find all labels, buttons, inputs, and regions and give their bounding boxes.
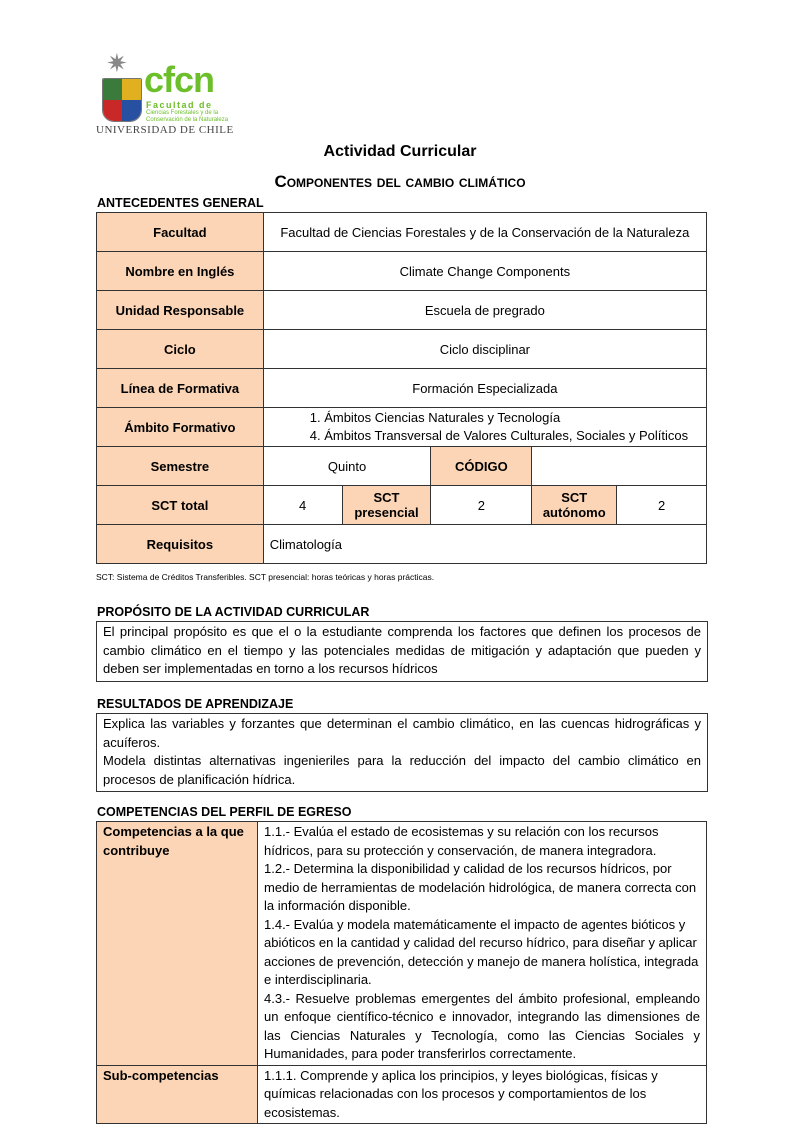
section-heading-competencias: COMPETENCIAS DEL PERFIL DE EGRESO [97, 805, 352, 819]
competencias-list [258, 822, 707, 1066]
sct-autonomo-value: 2 [617, 486, 707, 525]
competencia-item: 1.2.- Determina la disponibilidad y calidad de los recursos hídricos, por medio de herramientas de modelación hidrológica, de manera correcta con la información disponible. [264, 861, 697, 913]
competencias-label: Competencias a la que contribuye [97, 822, 258, 1066]
table-row [97, 447, 707, 486]
requisitos-value: Climatología [263, 525, 706, 564]
sct-total-value: 4 [263, 486, 342, 525]
competencia-item: 1.4.- Evalúa y modela matemáticamente el impacto de agentes bióticos y abióticos en la cantidad y calidad del recurso hídrico, para diseñar y aplicar acciones de prevención, detección y manejo de manera holística, integrada e interdisciplinaria. [264, 916, 699, 987]
star-emblem-icon: ✷ [106, 48, 128, 78]
section-heading-resultados: RESULTADOS DE APRENDIZAJE [97, 697, 294, 711]
row-label: Semestre [97, 447, 264, 486]
resultados-box [96, 713, 708, 792]
codigo-label: CÓDIGO [431, 447, 532, 486]
resultado-item: Modela distintas alternativas ingenieriles para la reducción del impacto del cambio climático en procesos de planificación hídrica. [103, 753, 701, 787]
competencia-item: 4.3.- Resuelve problemas emergentes del ámbito profesional, empleando un enfoque científico-técnico e innovador, integrando las dimensiones de las Ciencias Naturales y Tecnología, como las Ciencias Sociales y Humanidades, para poder transferirlos correctamente. [264, 990, 700, 1061]
label-line: autónomo [542, 505, 606, 520]
table-row [97, 291, 707, 330]
coat-of-arms-icon [102, 78, 142, 122]
sub-competencia-item: 1.1.1. Comprende y aplica los principios, y leyes biológicas, físicas y químicas relacionadas con los procesos y comportamientos de los ecosistemas. [264, 1067, 658, 1120]
row-label: SCT total [97, 486, 264, 525]
resultado-item: Explica las variables y forzantes que determinan el cambio climático, en las cuencas hidrográficas y acuíferos. [103, 716, 701, 750]
table-row [97, 525, 707, 564]
general-info-table [96, 212, 707, 564]
codigo-value [532, 447, 707, 486]
logo-acronym: cfcn [144, 59, 215, 100]
row-label: Facultad [97, 213, 264, 252]
table-row [97, 408, 707, 447]
document-title: Actividad Curricular [323, 143, 477, 160]
row-label: Nombre en Inglés [97, 252, 264, 291]
row-value: Escuela de pregrado [263, 291, 706, 330]
table-row [97, 330, 707, 369]
sct-presencial-label [342, 486, 431, 525]
label-line: SCT [561, 490, 588, 505]
row-value: Climate Change Components [263, 252, 706, 291]
row-value: Formación Especializada [263, 369, 706, 408]
proposito-text: El principal propósito es que el o la estudiante comprenda los factores que definen los procesos de cambio climático en el tiempo y las potenciales medidas de mitigación y adaptación que pueden y deben ser implementadas en torno a los recursos hídricos [96, 621, 708, 682]
row-label: Línea de Formativa [97, 369, 264, 408]
row-label: Ámbito Formativo [97, 408, 264, 447]
table-row [97, 213, 707, 252]
label-line: presencial [354, 505, 419, 520]
label-line: SCT [373, 490, 400, 505]
sct-autonomo-label [532, 486, 617, 525]
row-value: Ciclo disciplinar [263, 330, 706, 369]
sct-presencial-value: 2 [431, 486, 532, 525]
table-row [97, 822, 707, 1066]
competencias-table [96, 821, 707, 1124]
table-row [97, 1065, 707, 1124]
ambito-item: 4. Ámbitos Transversal de Valores Culturales, Sociales y Políticos [309, 428, 689, 443]
row-value: Facultad de Ciencias Forestales y de la Conservación de la Naturaleza [263, 213, 706, 252]
logo-faculty-line1: Facultad de [146, 100, 213, 110]
row-label: Unidad Responsable [97, 291, 264, 330]
logo-faculty-line3: Conservación de la Naturaleza [146, 117, 229, 123]
row-value-list [263, 408, 706, 447]
sub-competencias-list [258, 1065, 707, 1124]
logo-faculty-lines [146, 110, 228, 124]
ambito-item: 1. Ámbitos Ciencias Naturales y Tecnología [309, 410, 561, 425]
logo-faculty-line2: Ciencias Forestales y de la [146, 110, 219, 116]
sub-competencias-label: Sub-competencias [97, 1065, 258, 1124]
row-label: Requisitos [97, 525, 264, 564]
section-heading-proposito: PROPÓSITO DE LA ACTIVIDAD CURRICULAR [97, 605, 370, 619]
course-title [0, 172, 800, 192]
row-label: Ciclo [97, 330, 264, 369]
competencia-item: 1.1.- Evalúa el estado de ecosistemas y su relación con los recursos hídricos, para su protección y conservación, de manera integradora. [264, 824, 659, 858]
section-heading-general: ANTECEDENTES GENERAL [97, 196, 264, 210]
university-logo [96, 48, 266, 136]
table-row [97, 486, 707, 525]
semestre-value: Quinto [263, 447, 431, 486]
table-row [97, 369, 707, 408]
logo-university-name: UNIVERSIDAD DE CHILE [96, 124, 234, 136]
course-title-text: Componentes del cambio climático [274, 172, 526, 191]
table-row [97, 252, 707, 291]
sct-footnote: SCT: Sistema de Créditos Transferibles. SCT presencial: horas teóricas y horas prácticas. [96, 572, 435, 582]
